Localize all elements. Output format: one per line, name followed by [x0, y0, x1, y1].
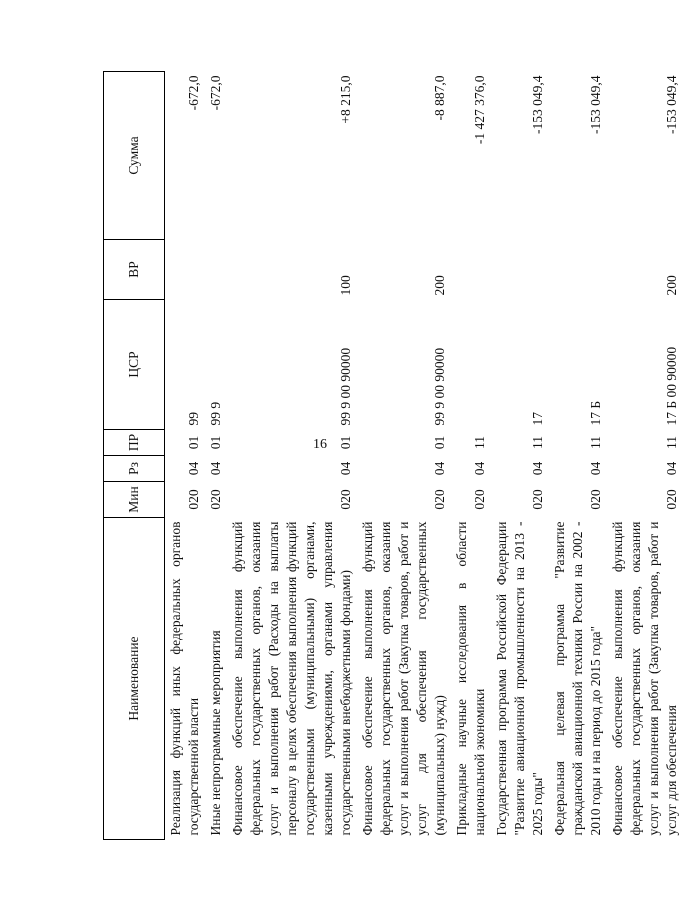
table-row	[357, 72, 451, 840]
row-rz: 04	[588, 461, 603, 476]
row-min: 020	[530, 489, 545, 510]
row-pr: 11	[530, 436, 545, 449]
row-pr: 01	[208, 435, 223, 450]
table-row	[607, 72, 683, 840]
row-csr: 99	[186, 412, 201, 426]
table-row	[451, 72, 491, 840]
row-vr: 200	[432, 275, 447, 296]
table-row	[205, 72, 227, 840]
row-rz: 04	[338, 461, 353, 476]
row-name: Финансовое обеспечение выполнения функций федеральных государственных органов, оказания услуг и выполнения работ (Закупка товаров, работ и услуг для обеспечения	[610, 521, 679, 836]
budget-table	[103, 71, 683, 840]
row-vr: 200	[664, 275, 679, 296]
table-row	[491, 72, 549, 840]
row-rz: 04	[472, 461, 487, 476]
row-name: Реализация функций иных федеральных органов государственной власти	[168, 521, 201, 836]
row-pr: 11	[472, 436, 487, 449]
row-min: 020	[186, 489, 201, 510]
row-name: Финансовое обеспечение выполнения функций федеральных государственных органов, оказания услуг и выполнения работ (Закупка товаров, работ и услуг для обеспечения государственных (муниципальных) нужд)	[360, 521, 447, 836]
row-rz: 04	[208, 461, 223, 476]
row-min: 020	[432, 489, 447, 510]
header-vr: ВР	[104, 240, 165, 300]
table-row	[165, 72, 206, 840]
header-rz: Рз	[104, 456, 165, 482]
row-pr: 11	[588, 436, 603, 449]
row-pr: 01	[338, 435, 353, 450]
row-vr	[491, 240, 549, 300]
row-rz: 04	[664, 461, 679, 476]
row-name: Государственная программа Российской Федерации "Развитие авиационной промышленности на 2013 - 2025 годы"	[494, 521, 545, 836]
row-min: 020	[664, 489, 679, 510]
header-min: Мин	[104, 482, 165, 518]
row-sum: -153 049,4	[664, 75, 679, 134]
row-vr	[165, 240, 206, 300]
header-name: Наименование	[104, 518, 165, 840]
row-rz: 04	[186, 461, 201, 476]
row-sum: -672,0	[208, 75, 223, 111]
row-csr: 17 Б 00 90000	[664, 346, 679, 426]
row-csr: 17 Б	[588, 400, 603, 426]
row-csr: 99 9	[208, 401, 223, 426]
row-sum: +8 215,0	[338, 75, 353, 124]
row-rz: 04	[432, 461, 447, 476]
row-pr: 11	[664, 436, 679, 449]
row-csr: 17	[530, 412, 545, 426]
row-min: 020	[588, 489, 603, 510]
row-sum: -153 049,4	[588, 75, 603, 134]
row-csr	[451, 300, 491, 430]
row-name: Финансовое обеспечение выполнения функций федеральных государственных органов, оказания услуг и выполнения работ (Расходы на выплаты персоналу в целях обеспечения выполнения функций государственными (муниципальными) органами, казенными учреждениями, органами управления государственными внебюджетными фондами)	[230, 521, 353, 836]
row-min: 020	[208, 489, 223, 510]
header-csr: ЦСР	[104, 300, 165, 430]
row-csr: 99 9 00 90000	[338, 347, 353, 426]
rotated-table-area	[103, 72, 679, 840]
row-min: 020	[472, 489, 487, 510]
row-pr: 01	[186, 435, 201, 450]
row-vr: 100	[338, 275, 353, 296]
row-rz: 04	[530, 461, 545, 476]
header-pr: ПР	[104, 430, 165, 456]
row-name: Прикладные научные исследования в области национальной экономики	[454, 521, 487, 836]
row-vr	[451, 240, 491, 300]
header-sum: Сумма	[104, 72, 165, 240]
table-row	[549, 72, 607, 840]
row-csr: 99 9 00 90000	[432, 347, 447, 426]
row-pr: 01	[432, 435, 447, 450]
row-name: Иные непрограммные мероприятия	[208, 630, 223, 836]
row-sum: -1 427 376,0	[472, 75, 487, 145]
row-vr	[205, 240, 227, 300]
row-vr	[549, 240, 607, 300]
row-sum: -672,0	[186, 75, 201, 111]
table-row	[227, 72, 357, 840]
row-sum: -153 049,4	[530, 75, 545, 134]
row-min: 020	[338, 489, 353, 510]
table-header-row	[104, 72, 165, 840]
page-number: 16	[313, 437, 327, 452]
row-sum: -8 887,0	[432, 75, 447, 121]
row-name: Федеральная целевая программа "Развитие гражданской авиационной техники России на 2002 - 2010 годы и на период до 2015 года"	[552, 521, 603, 836]
